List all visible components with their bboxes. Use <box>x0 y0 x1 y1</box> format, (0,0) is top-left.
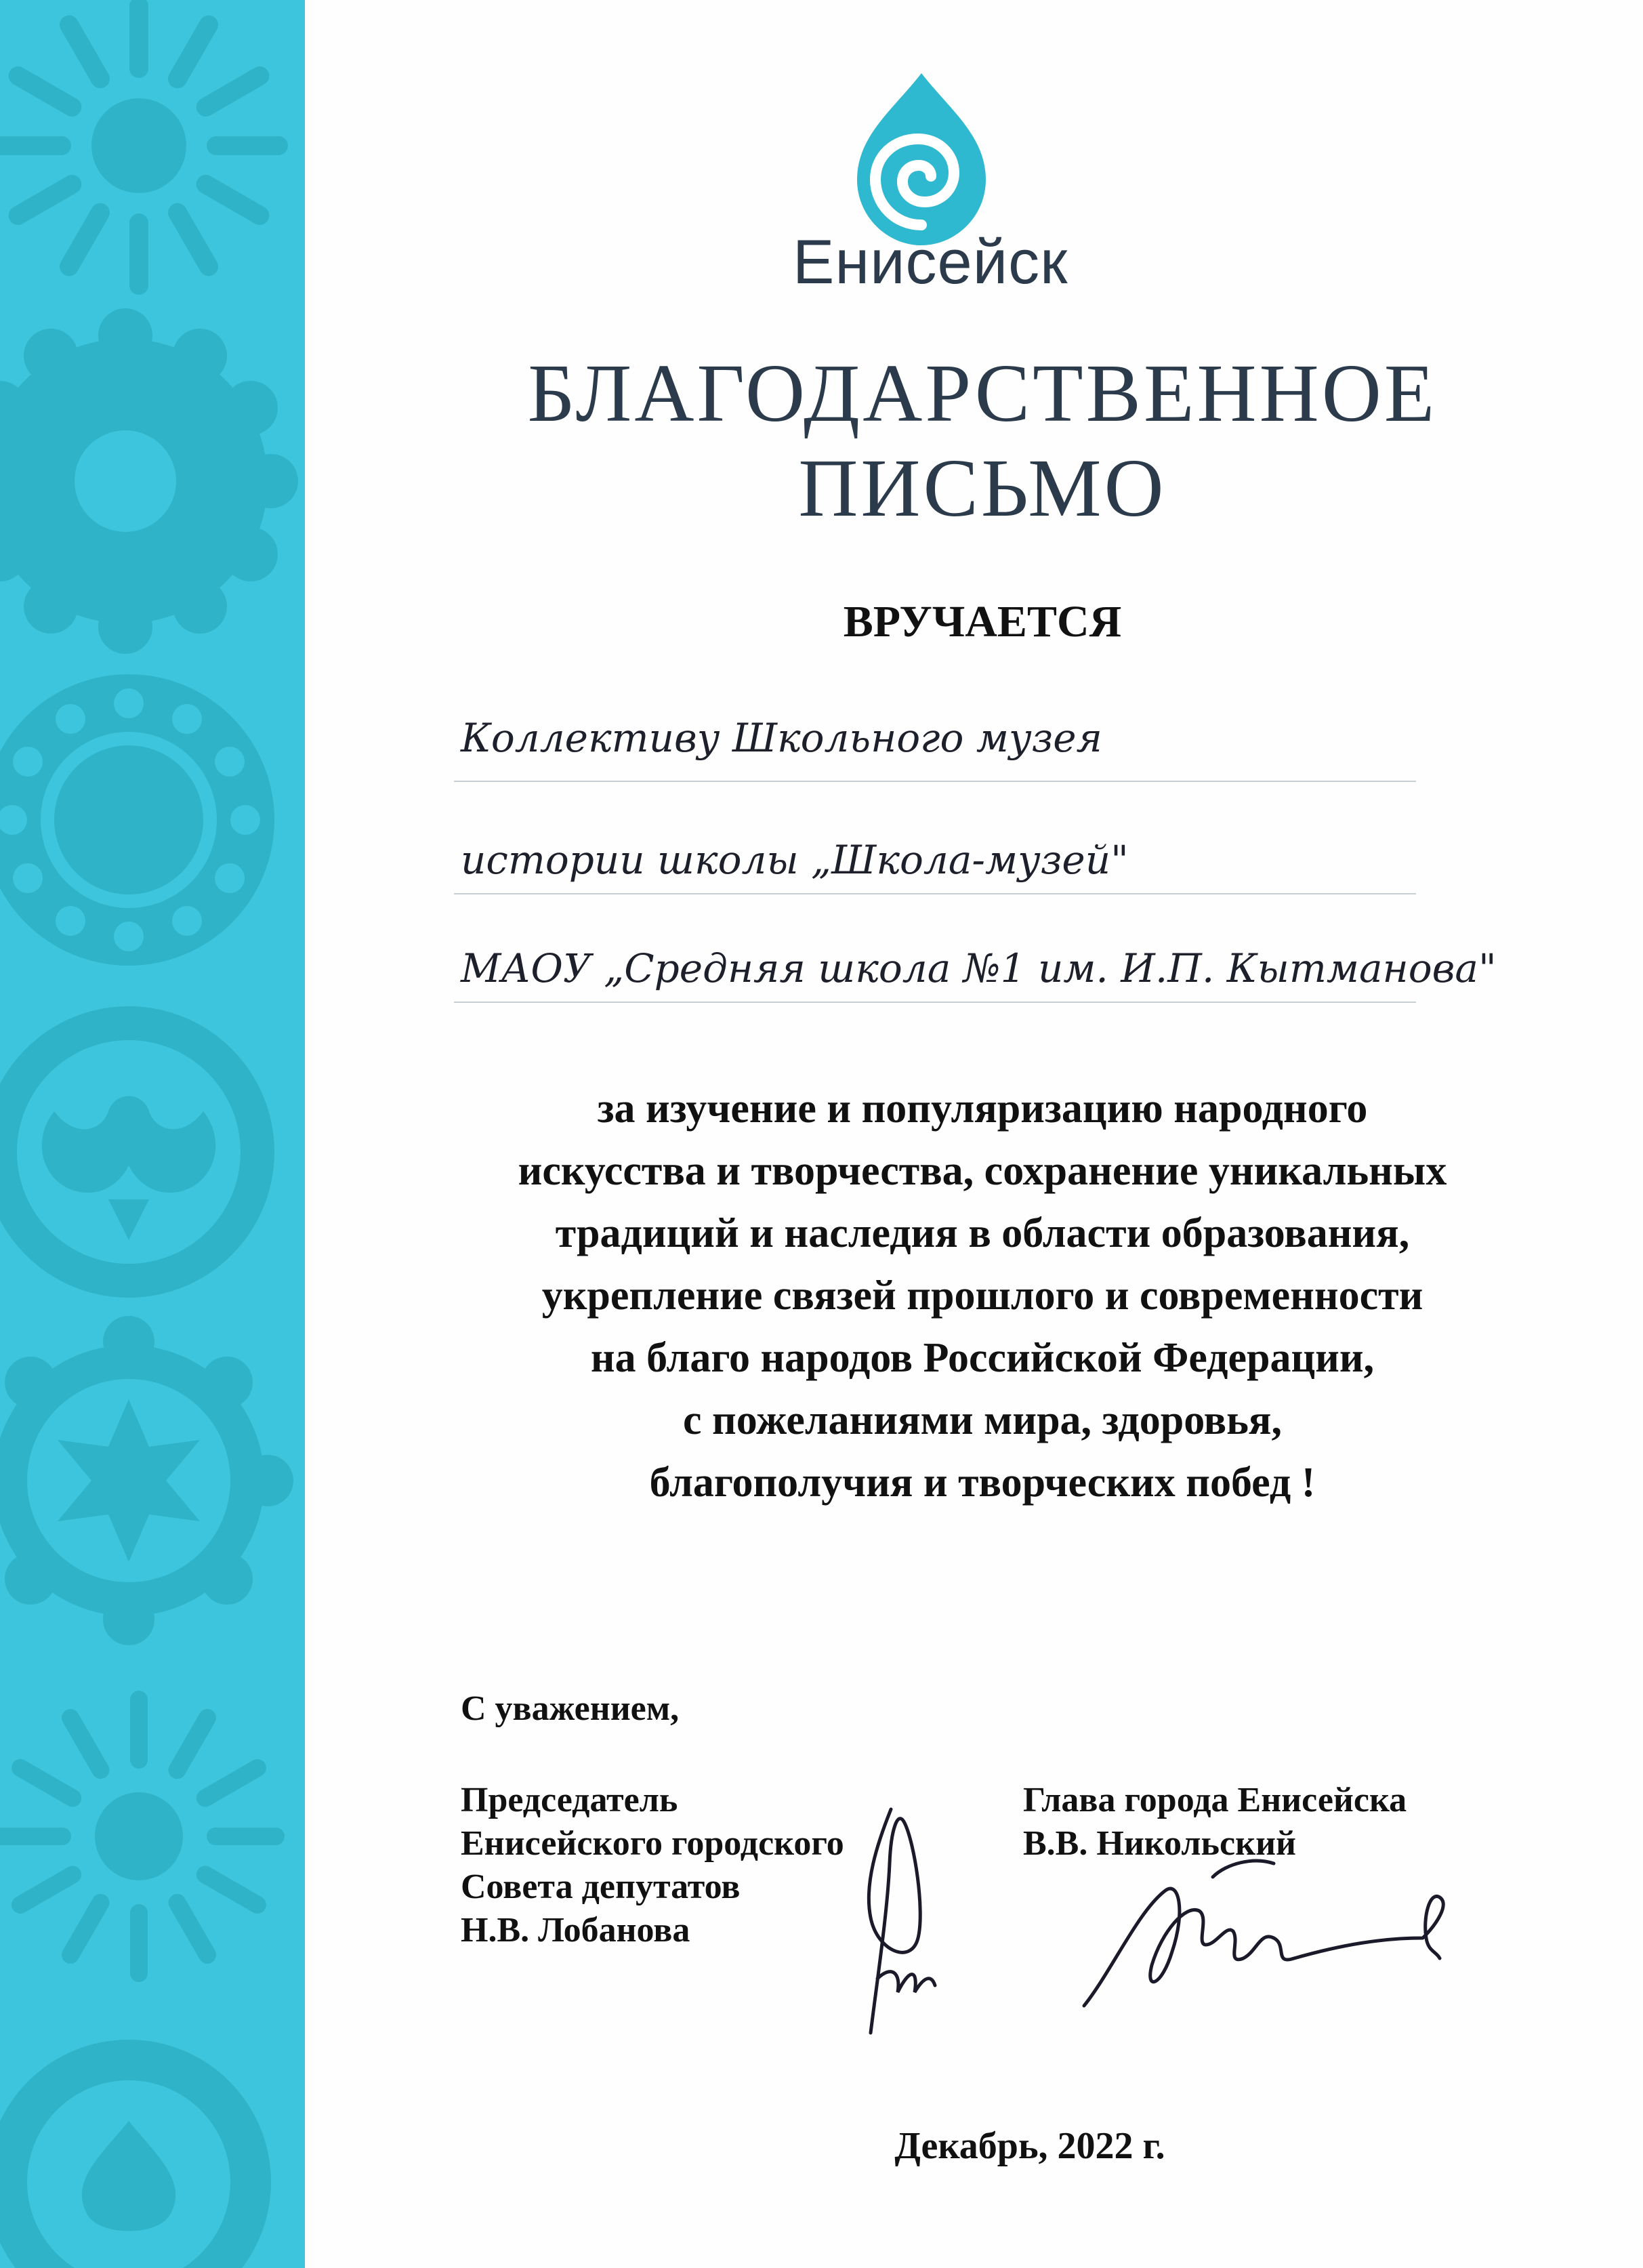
fill-line <box>454 781 1416 782</box>
head-signature <box>1070 1850 1463 2026</box>
recipient-line-2: истории школы „Школа-музей" <box>461 837 1129 883</box>
document-title-line-2: ПИСЬМО <box>798 442 1167 534</box>
chair-line: Председатель <box>461 1781 678 1819</box>
chair-line: Енисейского городского <box>461 1824 844 1863</box>
fill-line <box>454 1002 1416 1003</box>
reason-line: укрепление связей прошлого и современности <box>541 1273 1423 1319</box>
document-title-line-1: БЛАГОДАРСТВЕННОЕ <box>527 348 1438 439</box>
fill-line <box>454 893 1416 894</box>
chair-signatory <box>461 1779 908 1952</box>
city-name: Енисейск <box>793 228 1068 297</box>
ornamental-side-band <box>0 0 305 2268</box>
water-drop-logo-icon <box>793 68 1050 251</box>
reason-line: искусства и творчества, сохранение уникальных <box>518 1148 1447 1194</box>
reason-line: благополучия и творческих побед ! <box>649 1460 1316 1506</box>
regards-text: С уважением, <box>461 1689 680 1728</box>
issue-date: Декабрь, 2022 г. <box>894 2125 1165 2167</box>
chair-signature <box>850 1802 986 2046</box>
reason-line: с пожеланиями мира, здоровья, <box>683 1397 1282 1443</box>
head-line: Глава города Енисейска <box>1023 1781 1407 1819</box>
chair-line: Н.В. Лобанова <box>461 1911 690 1950</box>
reason-text <box>379 1077 1585 1514</box>
recipient-line-1: Коллективу Школьного музея <box>461 715 1102 761</box>
reason-line: за изучение и популяризацию народного <box>597 1086 1368 1132</box>
awarded-label: ВРУЧАЕТСЯ <box>843 597 1122 646</box>
chair-line: Совета депутатов <box>461 1868 741 1906</box>
reason-line: традиций и наследия в области образования, <box>555 1210 1410 1256</box>
head-line: В.В. Никольский <box>1023 1824 1296 1863</box>
recipient-line-3: МАОУ „Средняя школа №1 им. И.П. Кытманова" <box>461 945 1497 991</box>
reason-line: на благо народов Российской Федерации, <box>590 1335 1375 1381</box>
